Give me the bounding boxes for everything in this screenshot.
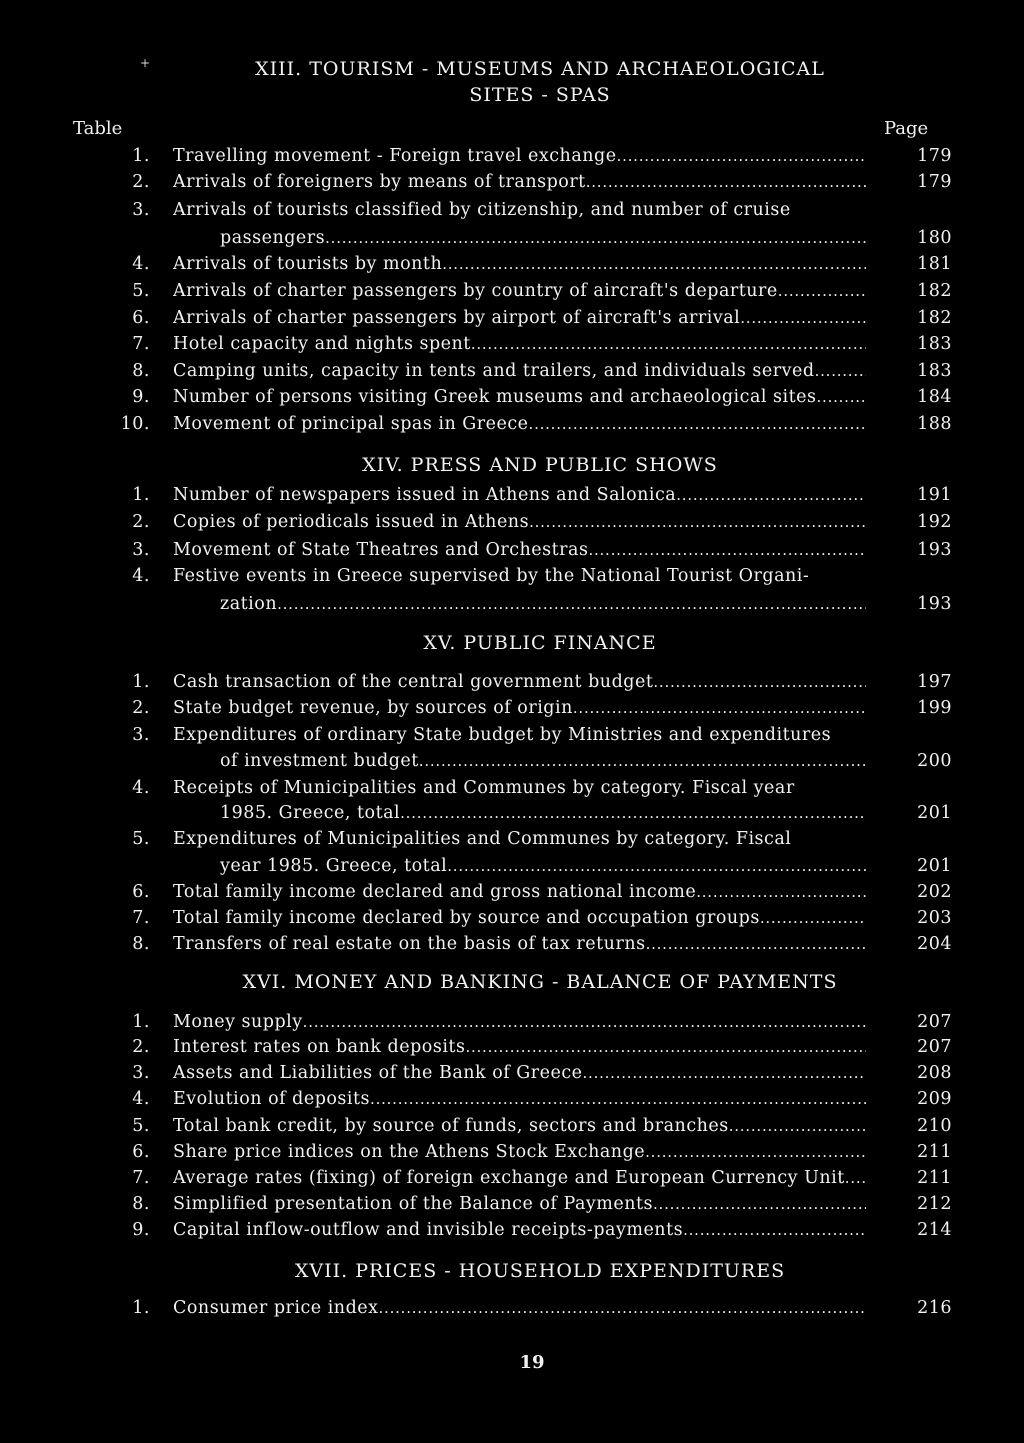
page-column-header: Page (884, 118, 929, 139)
entry-number: 7. (132, 908, 150, 928)
entry-page-number: 188 (917, 414, 952, 434)
entry-number: 6. (132, 308, 150, 328)
entry-page-number: 184 (917, 387, 952, 407)
scan-speck: + (140, 56, 151, 70)
entry-title: Number of newspapers issued in Athens and Salonica (173, 485, 677, 505)
entry-page-number: 183 (917, 334, 952, 354)
entry-title: Expenditures of ordinary State budget by Ministries and expenditures (173, 725, 832, 745)
entry-number: 3. (132, 540, 150, 560)
dot-leader (778, 281, 866, 301)
entry-title: State budget revenue, by sources of origin (173, 698, 573, 718)
entry-title: Total family income declared by source and occupation groups (173, 908, 760, 928)
entry-page-number: 203 (917, 908, 952, 928)
dot-leader (583, 1063, 867, 1083)
entry-title: Arrivals of tourists classified by citizenship, and number of cruise (173, 200, 791, 220)
entry-page-number: 209 (917, 1089, 952, 1109)
entry-number: 8. (132, 361, 150, 381)
entry-title: Movement of principal spas in Greece (173, 414, 529, 434)
entry-number: 2. (132, 512, 150, 532)
section-title: XVII. PRICES - HOUSEHOLD EXPENDITURES (294, 1260, 786, 1282)
entry-number: 10. (120, 414, 150, 434)
dot-leader (645, 1142, 866, 1162)
entry-title: Receipts of Municipalities and Communes by category. Fiscal year (173, 778, 795, 798)
entry-page-number: 208 (917, 1063, 952, 1083)
dot-leader (676, 485, 866, 505)
entry-page-number: 201 (917, 856, 952, 876)
dot-leader (447, 856, 866, 876)
entry-number: 2. (132, 1037, 150, 1057)
entry-title: 1985. Greece, total (220, 803, 401, 823)
entry-title: Copies of periodicals issued in Athens (173, 512, 530, 532)
entry-number: 5. (132, 1116, 150, 1136)
entry-title: Money supply (173, 1012, 303, 1032)
dot-leader (683, 1220, 866, 1240)
entry-page-number: 182 (917, 308, 952, 328)
entry-title: Transfers of real estate on the basis of tax returns (173, 934, 646, 954)
entry-page-number: 197 (917, 672, 952, 692)
entry-page-number: 216 (917, 1298, 952, 1318)
dot-leader (845, 1168, 866, 1188)
entry-page-number: 201 (917, 803, 952, 823)
entry-page-number: 193 (917, 594, 952, 614)
entry-title: Capital inflow-outflow and invisible receipts-payments (173, 1220, 684, 1240)
entry-title: Total bank credit, by source of funds, sectors and branches (173, 1116, 729, 1136)
dot-leader (325, 228, 866, 248)
entry-number: 9. (132, 1220, 150, 1240)
entry-number: 3. (132, 725, 150, 745)
entry-number: 7. (132, 1168, 150, 1188)
entry-page-number: 199 (917, 698, 952, 718)
dot-leader (653, 1194, 866, 1214)
entry-page-number: 182 (917, 281, 952, 301)
entry-page-number: 179 (917, 146, 952, 166)
entry-page-number: 204 (917, 934, 952, 954)
entry-number: 1. (132, 485, 150, 505)
page-number: 19 (519, 1352, 545, 1373)
dot-leader (400, 803, 866, 823)
entry-title: Travelling movement - Foreign travel exchange (173, 146, 617, 166)
entry-title: passengers (220, 228, 326, 248)
dot-leader (653, 672, 866, 692)
entry-title: Camping units, capacity in tents and trailers, and individuals served (173, 361, 815, 381)
entry-number: 1. (132, 1012, 150, 1032)
entry-number: 4. (132, 254, 150, 274)
entry-number: 6. (132, 1142, 150, 1162)
entry-title: Consumer price index (173, 1298, 379, 1318)
section-title: XVI. MONEY AND BANKING - BALANCE OF PAYMENTS (242, 971, 838, 993)
entry-title: year 1985. Greece, total (220, 856, 448, 876)
dot-leader (419, 751, 866, 771)
section-title: XIII. TOURISM - MUSEUMS AND ARCHAEOLOGICAL SITES - SPAS (255, 58, 825, 106)
entry-title: Movement of State Theatres and Orchestras (173, 540, 589, 560)
dot-leader (617, 146, 866, 166)
dot-leader (586, 172, 866, 192)
entry-page-number: 191 (917, 485, 952, 505)
entry-number: 5. (132, 829, 150, 849)
entry-number: 8. (132, 934, 150, 954)
dot-leader (471, 334, 866, 354)
entry-number: 1. (132, 672, 150, 692)
entry-title: Evolution of deposits (173, 1089, 371, 1109)
entry-title: Assets and Liabilities of the Bank of Greece (173, 1063, 583, 1083)
entry-page-number: 181 (917, 254, 952, 274)
entry-page-number: 211 (917, 1168, 952, 1188)
entry-page-number: 207 (917, 1037, 952, 1057)
entry-number: 4. (132, 566, 150, 586)
dot-leader (760, 908, 866, 928)
dot-leader (442, 254, 866, 274)
entry-title: Share price indices on the Athens Stock Exchange (173, 1142, 646, 1162)
entry-title: Simplified presentation of the Balance of Payments (173, 1194, 653, 1214)
entry-title: Hotel capacity and nights spent (173, 334, 471, 354)
entry-title: Expenditures of Municipalities and Communes by category. Fiscal (173, 829, 792, 849)
entry-number: 8. (132, 1194, 150, 1214)
dot-leader (379, 1298, 866, 1318)
entry-title: Festive events in Greece supervised by the National Tourist Organi- (173, 566, 810, 586)
entry-page-number: 179 (917, 172, 952, 192)
dot-leader (729, 1116, 866, 1136)
entry-number: 7. (132, 334, 150, 354)
entry-number: 2. (132, 172, 150, 192)
entry-page-number: 200 (917, 751, 952, 771)
section-title: XIV. PRESS AND PUBLIC SHOWS (362, 454, 718, 476)
dot-leader (696, 882, 866, 902)
entry-page-number: 214 (917, 1220, 952, 1240)
entry-title: Interest rates on bank deposits (173, 1037, 466, 1057)
dot-leader (529, 414, 866, 434)
dot-leader (277, 594, 866, 614)
dot-leader (370, 1089, 866, 1109)
entry-page-number: 183 (917, 361, 952, 381)
dot-leader (815, 361, 866, 381)
entry-page-number: 192 (917, 512, 952, 532)
entry-page-number: 193 (917, 540, 952, 560)
entry-number: 1. (132, 1298, 150, 1318)
entry-number: 1. (132, 146, 150, 166)
entry-page-number: 207 (917, 1012, 952, 1032)
entry-title: of investment budget (220, 751, 419, 771)
entry-number: 4. (132, 778, 150, 798)
entry-title: Arrivals of charter passengers by airport of aircraft's arrival (173, 308, 741, 328)
dot-leader (740, 308, 866, 328)
dot-leader (646, 934, 866, 954)
dot-leader (573, 698, 866, 718)
entry-page-number: 211 (917, 1142, 952, 1162)
entry-title: Total family income declared and gross national income (173, 882, 697, 902)
entry-number: 5. (132, 281, 150, 301)
table-column-header: Table (73, 118, 123, 139)
entry-number: 6. (132, 882, 150, 902)
entry-title: Arrivals of charter passengers by country of aircraft's departure (173, 281, 778, 301)
entry-number: 3. (132, 200, 150, 220)
dot-leader (529, 512, 866, 532)
entry-title: Arrivals of foreigners by means of transport (173, 172, 586, 192)
entry-page-number: 202 (917, 882, 952, 902)
section-title: XV. PUBLIC FINANCE (423, 632, 657, 654)
entry-title: Average rates (fixing) of foreign exchange and European Currency Unit (173, 1168, 845, 1188)
dot-leader (588, 540, 866, 560)
entry-page-number: 180 (917, 228, 952, 248)
entry-number: 4. (132, 1089, 150, 1109)
entry-number: 3. (132, 1063, 150, 1083)
entry-title: Number of persons visiting Greek museums and archaeological sites (173, 387, 817, 407)
dot-leader (465, 1037, 866, 1057)
dot-leader (303, 1012, 866, 1032)
entry-title: Cash transaction of the central government budget (173, 672, 654, 692)
entry-title: zation (220, 594, 278, 614)
dot-leader (817, 387, 867, 407)
entry-title: Arrivals of tourists by month (173, 254, 443, 274)
entry-page-number: 210 (917, 1116, 952, 1136)
entry-number: 2. (132, 698, 150, 718)
entry-page-number: 212 (917, 1194, 952, 1214)
entry-number: 9. (132, 387, 150, 407)
